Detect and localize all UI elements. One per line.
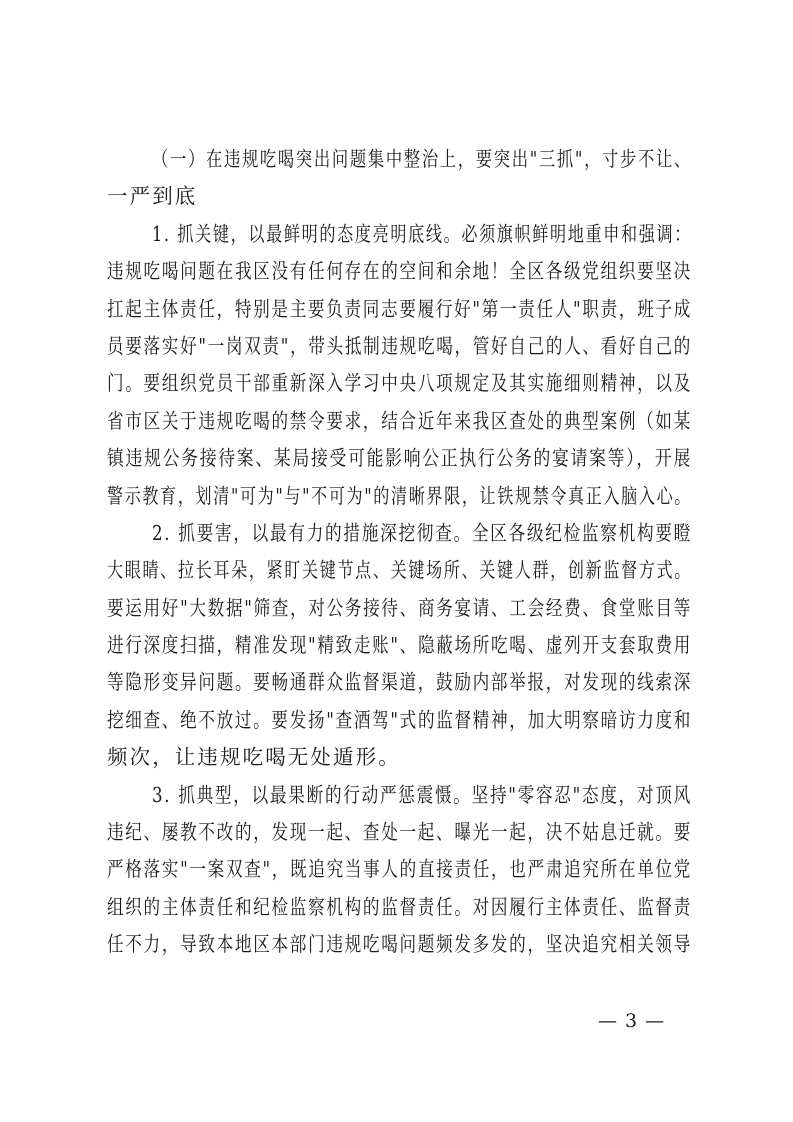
paragraph-3 <box>107 777 692 964</box>
section-heading-line-2: 一严到底 <box>107 184 198 209</box>
paragraph-1 <box>107 216 692 515</box>
paragraph-line: 挖细查、绝不放过。要发扬"查酒驾"式的监督精神，加大明察暗访力度和 <box>107 707 692 732</box>
paragraph-line: 违纪、屡教不改的，发现一起、查处一起、曝光一起，决不姑息迁就。要 <box>107 820 692 845</box>
paragraph-line: 门。要组织党员干部重新深入学习中央八项规定及其实施细则精神，以及 <box>107 371 692 396</box>
paragraph-line: 大眼睛、拉长耳朵，紧盯关键节点、关键场所、关键人群，创新监督方式。 <box>107 558 692 583</box>
paragraph-line: 员要落实好"一岗双责"，带头抵制违规吃喝，管好自己的人、看好自己的 <box>107 333 692 358</box>
paragraph-line: 3. 抓典型，以最果断的行动严惩震慑。坚持"零容忍"态度，对顶风 <box>152 782 692 807</box>
paragraph-line: 2. 抓要害，以最有力的措施深挖彻查。全区各级纪检监察机构要瞪 <box>152 520 692 545</box>
paragraph-line: 扛起主体责任，特别是主要负责同志要履行好"第一责任人"职责，班子成 <box>107 296 692 321</box>
paragraph-line: 镇违规公务接待案、某局接受可能影响公正执行公务的宴请案等），开展 <box>107 446 692 471</box>
paragraph-line: 频次，让违规吃喝无处遁形。 <box>107 745 401 770</box>
paragraph-line: 进行深度扫描，精准发现"精致走账"、隐蔽场所吃喝、虚列开支套取费用 <box>107 633 692 658</box>
page-number: — 3 — <box>598 1010 666 1032</box>
paragraph-line: 违规吃喝问题在我区没有任何存在的空间和余地！全区各级党组织要坚决 <box>107 259 692 284</box>
paragraph-line: 任不力，导致本地区本部门违规吃喝问题频发多发的，坚决追究相关领导 <box>107 932 692 957</box>
paragraph-line: 严格落实"一案双查"，既追究当事人的直接责任，也严肃追究所在单位党 <box>107 857 692 882</box>
paragraph-2 <box>107 515 692 777</box>
section-heading-line-1: （一）在违规吃喝突出问题集中整治上，要突出"三抓"，寸步不让、 <box>152 147 692 171</box>
paragraph-line: 警示教育，划清"可为"与"不可为"的清晰界限，让铁规禁令真正入脑入心。 <box>107 483 692 508</box>
paragraph-line: 1. 抓关键，以最鲜明的态度亮明底线。必须旗帜鲜明地重申和强调： <box>152 221 692 246</box>
paragraph-line: 要运用好"大数据"筛查，对公务接待、商务宴请、工会经费、食堂账目等 <box>107 595 692 620</box>
paragraph-line: 省市区关于违规吃喝的禁令要求，结合近年来我区查处的典型案例（如某 <box>107 408 692 433</box>
paragraph-line: 等隐形变异问题。要畅通群众监督渠道，鼓励内部举报，对发现的线索深 <box>107 670 692 695</box>
document-body <box>107 141 692 964</box>
paragraph-line: 组织的主体责任和纪检监察机构的监督责任。对因履行主体责任、监督责 <box>107 894 692 919</box>
